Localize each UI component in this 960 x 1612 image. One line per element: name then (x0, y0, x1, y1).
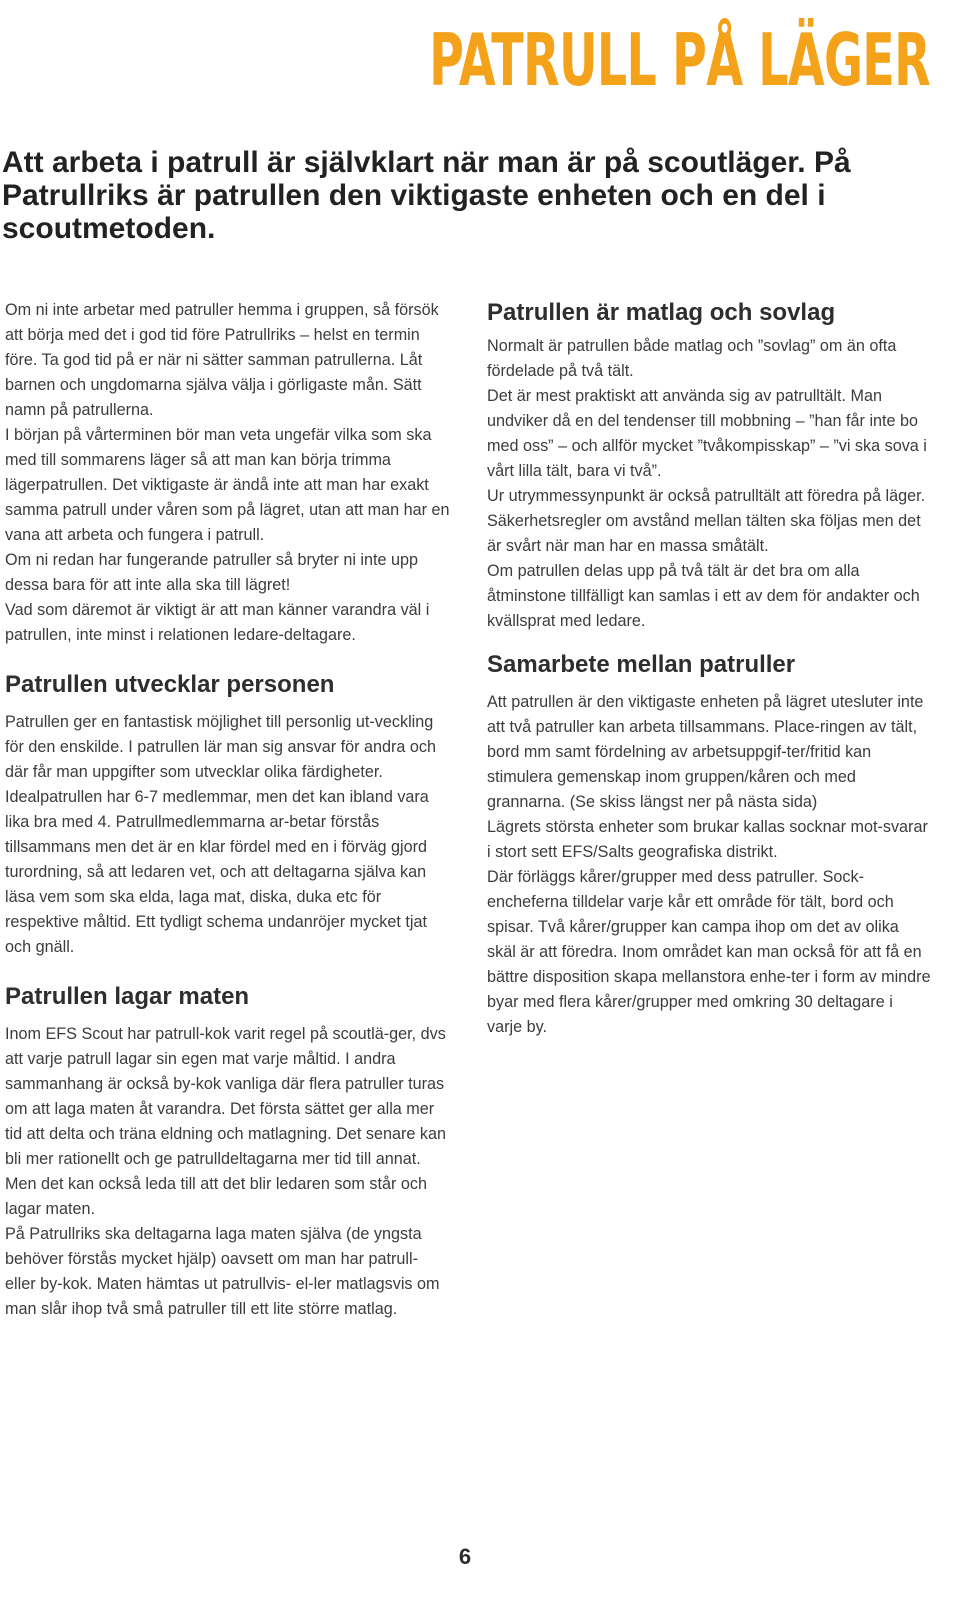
body-paragraph: Ur utrymmessynpunkt är också patrulltält att föredra på läger. Säkerhetsregler om avstånd mellan tälten ska följas men det är svårt när man har en massa småtält. (487, 487, 926, 555)
body-paragraph: Lägrets största enheter som brukar kallas socknar mot-svarar i stort sett EFS/Salts geografiska distrikt. (487, 818, 928, 861)
page-title: PATRULL PÅ LÄGER (429, 18, 930, 102)
body-paragraph: I början på vårterminen bör man veta ungefär vilka som ska med till sommarens läger så att man kan börja trimma lägerpatrullen. Det viktigaste är ändå inte att man har exakt samma patrull under våren som på lägret, utan att man har en vana att arbeta och fungera i patrull. (5, 426, 450, 544)
body-paragraph: Patrullen ger en fantastisk möjlighet till personlig ut-veckling för den enskilde. I patrullen lär man sig ansvar för andra och där får man uppgifter som utvecklar olika färdigheter. Idealpatrullen har 6-7 medlemmar, men det kan ibland vara lika bra med 4. Patrullmedlemmarna ar-betar förstås tillsammans men det är en klar fördel med en i förväg gjord turordning, så att ledaren vet, och att deltagarna själva kan läsa vem som ska elda, laga mat, diska, duka etc för respektive måltid. Ett tydligt schema undanröjer mycket tjat och gnäll. (5, 713, 437, 956)
body-paragraph: Om ni inte arbetar med patruller hemma i gruppen, så försök att börja med det i god tid före Patrullriks – helst en termin före. Ta god tid på er när ni sätter samman patrullerna. Låt barnen och ungdomarna själva välja i görligaste mån. Sätt namn på patrullerna. (5, 301, 439, 419)
body-paragraph: Om ni redan har fungerande patruller så bryter ni inte upp dessa bara för att inte alla ska till lägret! (5, 551, 419, 594)
body-paragraph: På Patrullriks ska deltagarna laga maten själva (de yngsta behöver förstås mycket hjälp) oavsett om man har patrull- eller by-kok. Maten hämtas ut patrullvis- el-ler matlagsvis om man slår ihop två små patruller till ett lite större matlag. (5, 1225, 440, 1318)
left-column (5, 298, 450, 1322)
section-heading-samarbete: Samarbete mellan patruller (487, 651, 796, 678)
intro-lead: Att arbeta i patrull är självklart när man är på scoutläger. På Patrullriks är patrullen den viktigaste enheten och en del i scoutmetoden. (2, 146, 851, 245)
body-paragraph: Att patrullen är den viktigaste enheten på lägret utesluter inte att två patruller kan arbeta tillsammans. Place-ringen av tält, bord mm samt fördelning av arbetsuppgif-ter/fritid kan stimulera gemenskap inom gruppen/kåren och med grannarna. (Se skiss längst ner på nästa sida) (487, 693, 924, 811)
page-number: 6 (458, 1544, 472, 1569)
section-heading-matlag-sovlag: Patrullen är matlag och sovlag (487, 299, 836, 326)
body-paragraph: Inom EFS Scout har patrull-kok varit regel på scoutlä-ger, dvs att varje patrull lagar sin egen mat varje måltid. I andra sammanhang är också by-kok vanliga där flera patruller turas om att laga maten åt varandra. Det första sättet ger alla mer tid att delta och träna eldning och matlagning. Det senare kan bli mer rationellt och ge patrulldeltagarna mer tid till annat. Men det kan också leda till att det blir ledaren som står och lagar maten. (5, 1025, 446, 1218)
body-paragraph: Det är mest praktiskt att använda sig av patrulltält. Man undviker då en del tendenser till mobbning – ”han får inte bo med oss” – och allför mycket ”tvåkompisskap” – ”vi ska sova i vårt lilla tält, bara vi två”. (487, 387, 927, 480)
section-heading-lagar-maten: Patrullen lagar maten (5, 983, 250, 1010)
body-paragraph: Normalt är patrullen både matlag och ”sovlag” om än ofta fördelade på två tält. (487, 337, 897, 380)
body-paragraph: Vad som däremot är viktigt är att man känner varandra väl i patrullen, inte minst i relationen ledare-deltagare. (5, 601, 430, 644)
body-paragraph: Där förläggs kårer/grupper med dess patruller. Sock-encheferna tilldelar varje kår ett område för tält, bord och spisar. Två kårer/grupper kan campa ihop om det av olika skäl är att föredra. Inom området kan man också för att få en bättre disposition skapa mellanstora enhe-ter i form av mindre byar med flera kårer/grupper med omkring 30 deltagare i varje by. (487, 868, 931, 1036)
body-paragraph: Om patrullen delas upp på två tält är det bra om alla åtminstone tillfälligt kan samlas i ett av dem för andakter och kvällsprat med ledare. (487, 562, 920, 630)
section-heading-utvecklar: Patrullen utvecklar personen (5, 671, 335, 698)
right-column (487, 298, 932, 1040)
